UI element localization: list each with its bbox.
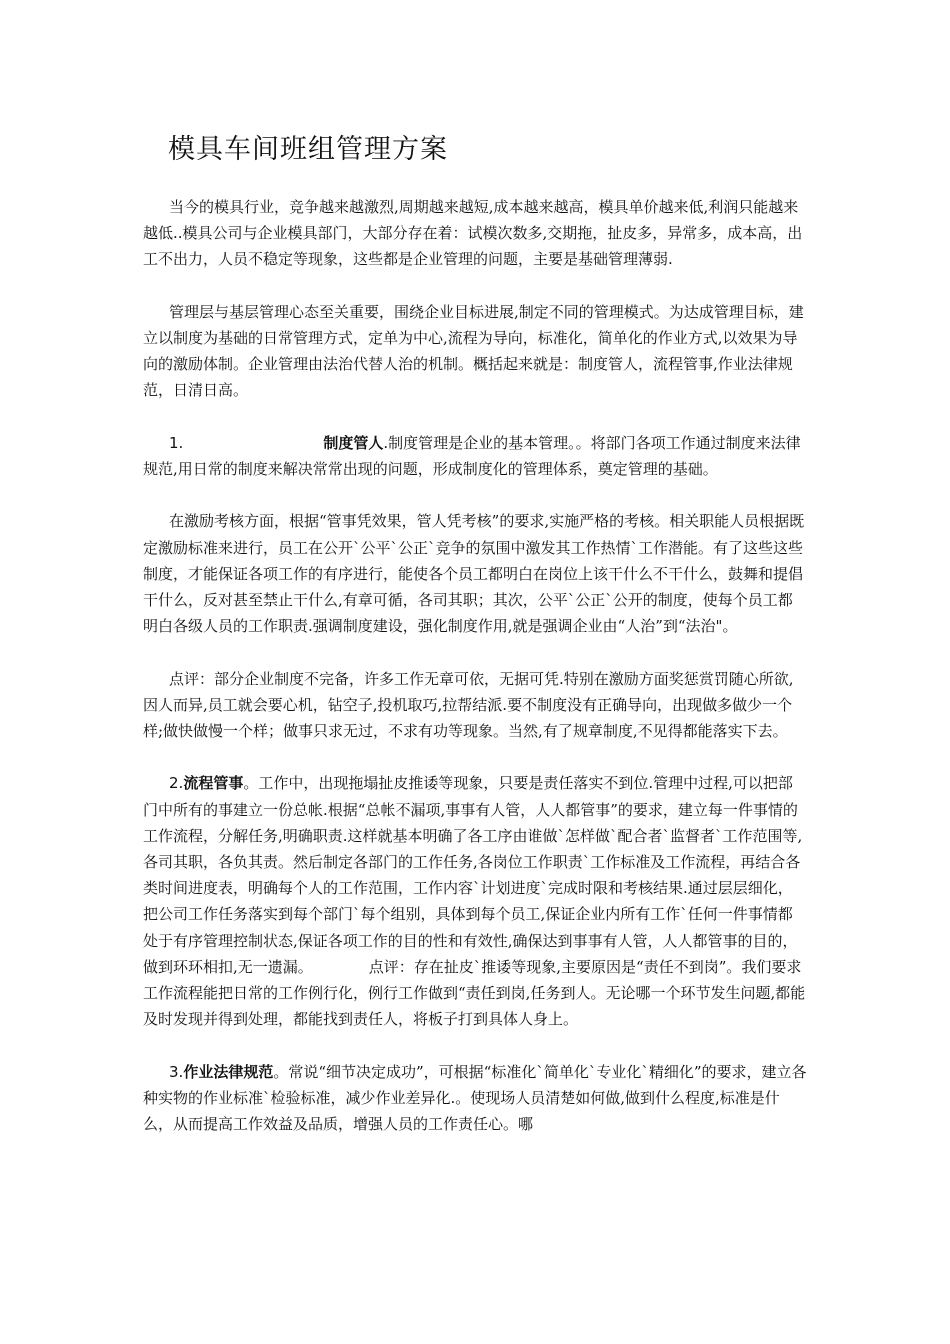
paragraph-spacer xyxy=(143,482,807,508)
paragraph-spacer xyxy=(143,639,807,665)
section-2-comment: 点评：存在扯皮`推诿等现象,主要原因是“责任不到岗”。我们要求工作流程能把日常的工作例行化，例行工作做到“责任到岗,任务到人。无论哪一个环节发生问题,都能及时发现并得到处理，都能找到责任人，将板子打到具体人身上。 xyxy=(143,957,806,1029)
section-2-text: 。工作中，出现拖塌扯皮推诿等现象，只要是责任落实不到位.管理中过程,可以把部门中所有的事建立一份总帐.根据“总帐不漏项,事事有人管，人人都管事”的要求，建立每一件事情的工作流程，分解任务,明确职责.这样就基本明确了各工序由谁做`怎样做`配合者`监督者`工作范围等,各司其职，各负其责。然后制定各部门的工作任务,各岗位工作职责`工作标准及工作流程，再结合各类时间进度表，明确每个人的工作范围，工作内容`计划进度`完成时限和考核结果.通过层层细化，把公司工作任务落实到每个部门`每个组别，具体到每个员工,保证企业内所有工作`任何一件事情都处于有序管理控制状态,保证各项工作的目的性和有效性,确保达到事事有人管，人人都管事的目的，做到环环相扣,无一遗漏。 xyxy=(143,774,803,976)
section-1-paragraph xyxy=(143,430,807,482)
paragraph-incentive: 在激励考核方面，根据“管事凭效果，管人凭考核”的要求,实施严格的考核。相关职能人员根据既定激励标准来进行，员工在公开`公平`公正`竞争的氛围中激发其工作热情`工作潜能。有了这些这些制度，才能保证各项工作的有序进行，能使各个员工都明白在岗位上该干什么不干什么，鼓舞和提倡干什么，反对甚至禁止干什么,有章可循，各司其职；其次，公平`公正`公开的制度，使每个员工都明白各级人员的工作职责.强调制度建设，强化制度作用,就是强调企业由“人治”到“法治"。 xyxy=(143,512,805,636)
section-3-heading: 作业法律规范 xyxy=(183,1062,274,1081)
paragraph-management-mindset: 管理层与基层管理心态至关重要，围绕企业目标进展,制定不同的管理模式。为达成管理目标，建立以制度为基础的日常管理方式，定单为中心,流程为导向，标准化，简单化的作业方式,以效果为导向的激励体制。企业管理由法治代替人治的机制。概括起来就是：制度管人，流程管事,作业法律规范，日清日高。 xyxy=(143,302,804,400)
section-3-text: 。常说“细节决定成功”，可根据“标准化`简单化`专业化`精细化”的要求，建立各种实物的作业标准`检验标准，减少作业差异化.。使现场人员清楚如何做,做到什么程度,标准是什么，从而提高工作效益及品质，增强人员的工作责任心。哪 xyxy=(143,1062,807,1134)
document-body xyxy=(143,194,807,1137)
paragraph-comment-1: 点评：部分企业制度不完备，许多工作无章可依，无据可凭.特别在激励方面奖惩赏罚随心所欲,因人而异,员工就会要心机，钻空子,投机取巧,拉帮结派.要不制度没有正确导向，出现做多做少一个样;做快做慢一个样；做事只求无过，不求有功等现象。当然,有了规章制度,不见得都能落实下去。 xyxy=(143,669,794,740)
paragraph-spacer xyxy=(143,744,807,770)
paragraph-spacer xyxy=(143,1032,807,1058)
section-3-paragraph xyxy=(143,1059,807,1138)
section-1-text: .制度管理是企业的基本管理。。将部门各项工作通过制度来法律规范,用日常的制度来解决常常出现的问题，形成制度化的管理体系，奠定管理的基础。 xyxy=(143,433,801,478)
paragraph-spacer xyxy=(143,273,807,299)
section-2-paragraph xyxy=(143,770,807,1032)
paragraph-spacer xyxy=(143,404,807,430)
section-2-number: 2. xyxy=(169,774,184,793)
paragraph-intro: 当今的模具行业，竞争越来越激烈,周期越来越短,成本越来越高，模具单价越来低,利润只能越来越低..模具公司与企业模具部门，大部分存在着：试模次数多,交期拖，扯皮多，异常多，成本高，出工不出力，人员不稳定等现象，这些都是企业管理的问题，主要是基础管理薄弱. xyxy=(143,198,803,269)
section-3-number: 3. xyxy=(169,1062,184,1081)
section-1-heading: 制度管人 xyxy=(323,433,384,452)
section-2-heading: 流程管事 xyxy=(183,774,244,793)
section-1-number: 1. xyxy=(169,433,184,452)
document-title: 模具车间班组管理方案 xyxy=(168,134,448,165)
